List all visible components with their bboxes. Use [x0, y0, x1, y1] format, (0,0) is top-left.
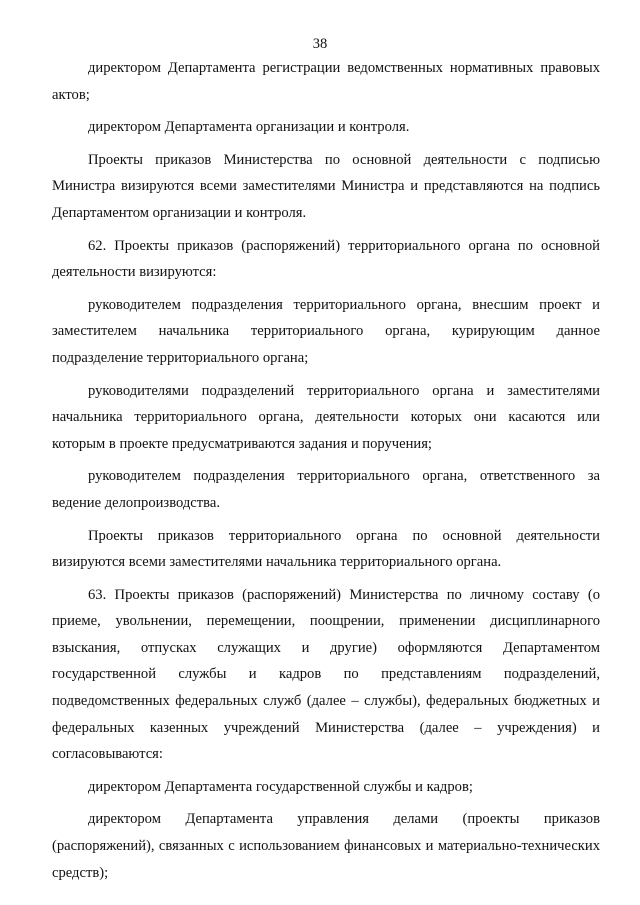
document-body — [52, 55, 600, 886]
page-number: 38 — [312, 36, 328, 52]
paragraph-civil-service-director: директором Департамента государственной службы и кадров; — [88, 778, 473, 795]
paragraph-territorial-unit-head: руководителем подразделения территориального органа, внесшим проект и заместителем начальника территориального органа, курирующим данное подразделение территориального органа; — [52, 296, 600, 366]
paragraph-recordkeeping-unit-head: руководителем подразделения территориального органа, ответственного за ведение делопроизводства. — [52, 468, 600, 511]
paragraph-62-territorial-orders: 62. Проекты приказов (распоряжений) территориального органа по основной деятельности визируются: — [52, 237, 600, 281]
paragraph-organization-director: директором Департамента организации и контроля. — [88, 119, 410, 136]
paragraph-ministry-orders-visa: Проекты приказов Министерства по основной деятельности с подписью Министра визируются всеми заместителями Министра и представляются на подпись Департаментом организации и контроля. — [52, 151, 600, 221]
paragraph-territorial-unit-heads-deputies: руководителями подразделений территориального органа и заместителями начальника территориального органа, деятельности которых они касаются или которым в проекте предусматриваются задания и поручения; — [52, 382, 600, 452]
paragraph-63-personnel-orders: 63. Проекты приказов (распоряжений) Министерства по личному составу (о приеме, увольнении, перемещении, поощрении, применении дисциплинарного взыскания, отпусках служащих и другие) оформляются Департаментом государственной службы и кадров по представлениям подразделений, подведомственных федеральных служб (далее – службы), федеральных бюджетных и федеральных казенных учреждений Министерства (далее – учреждения) и согласовываются: — [52, 586, 600, 763]
paragraph-registration-director: директором Департамента регистрации ведомственных нормативных правовых актов; — [52, 60, 600, 103]
paragraph-territorial-orders-visa: Проекты приказов территориального органа по основной деятельности визируются всеми заместителями начальника территориального органа. — [52, 527, 600, 571]
paragraph-administration-director: директором Департамента управления делами (проекты приказов (распоряжений), связанных с использованием финансовых и материально-технических средств); — [52, 811, 600, 881]
